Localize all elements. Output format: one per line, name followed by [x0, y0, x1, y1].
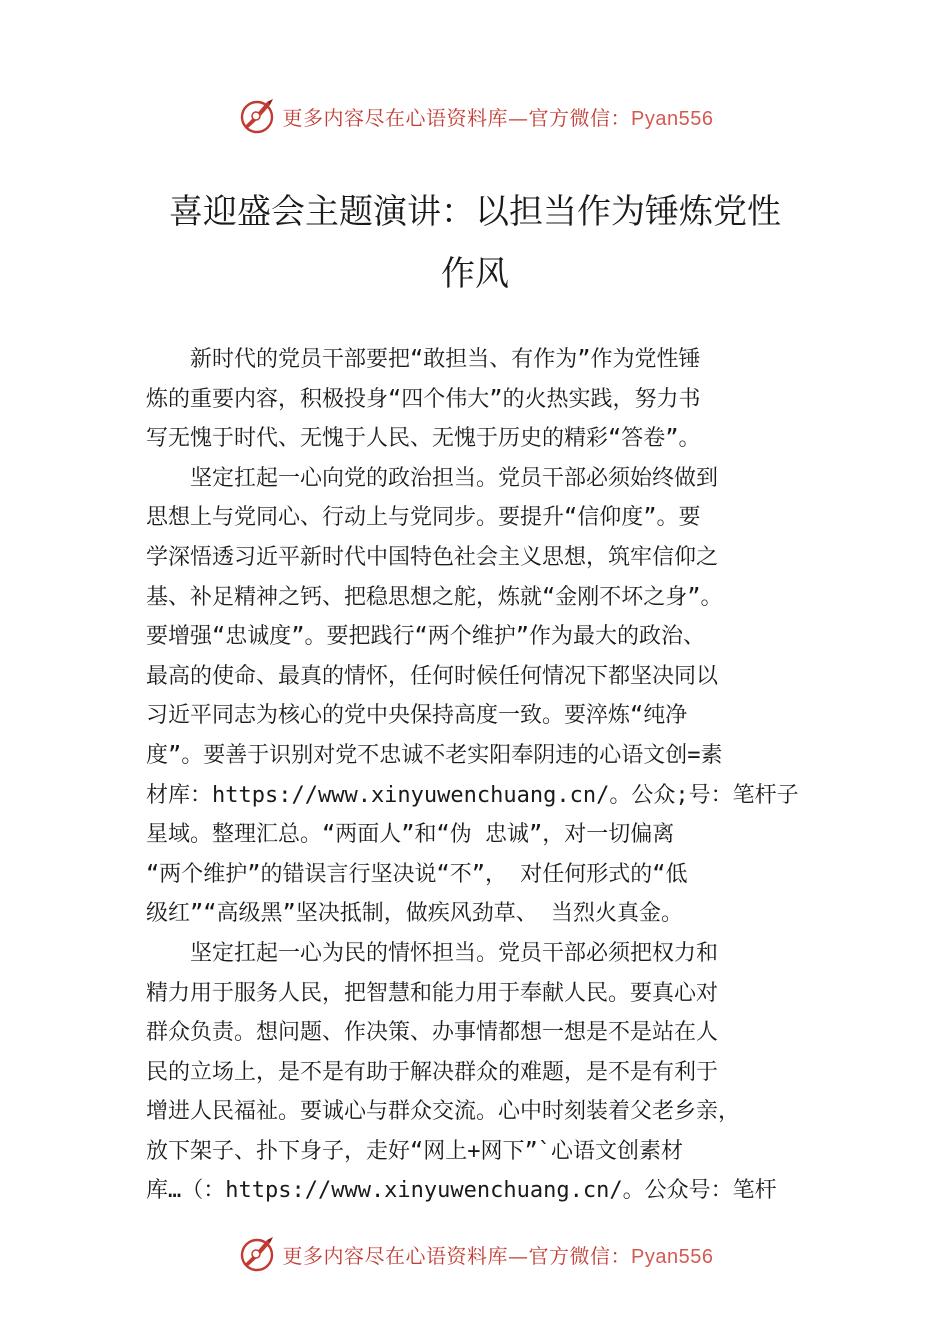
body-line: 思想上与党同心、行动上与党同步。要提升“信仰度”。要 [146, 505, 701, 531]
body-line: 民的立场上，是不是有助于解决群众的难题，是不是有利于 [146, 1059, 719, 1085]
banner-wechat-label: 官方微信 [528, 105, 611, 130]
body-line: 最高的使命、最真的情怀，任何时候任何情况下都坚决同以 [146, 663, 719, 689]
pen-logo-icon [237, 1234, 277, 1274]
banner-account: Pyan556 [631, 107, 714, 130]
banner-colon: ： [610, 1243, 632, 1268]
body-line: 放下架子、扑下身子，走好“网上+网下”`心语文创素材 [146, 1138, 683, 1164]
body-line: 基、补足精神之钙、把稳思想之舵，炼就“金刚不坏之身”。 [146, 584, 723, 610]
document-title-line-2: 作风 [441, 254, 509, 294]
body-line: 坚定扛起一心为民的情怀担当。党员干部必须把权力和 [146, 940, 719, 966]
banner-text [283, 1240, 714, 1269]
document-title-line-1: 喜迎盛会主题演讲：以担当作为锤炼党性 [169, 192, 781, 232]
document-body [146, 340, 846, 1211]
body-line: 炼的重要内容，积极投身“四个伟大”的火热实践，努力书 [146, 386, 701, 412]
body-line: 新时代的党员干部要把“敢担当、有作为”作为党性锤 [146, 347, 701, 372]
body-line: 习近平同志为核心的党中央保持高度一致。要淬炼“纯净 [146, 703, 688, 729]
body-line: “两个维护”的错误言行坚决说“不”， 对任何形式的“低 [146, 861, 688, 887]
body-line: 增进人民福祉。要诚心与群众交流。心中时刻装着父老乡亲， [146, 1099, 741, 1125]
body-line: 精力用于服务人民，把智慧和能力用于奉献人民。要真心对 [146, 980, 719, 1006]
body-line: 坚定扛起一心向党的政治担当。党员干部必须始终做到 [146, 465, 719, 491]
body-line-link: 库…（：https://www.xinyuwenchuang.cn/。公众号：笔杆 [146, 1178, 777, 1204]
footer-banner [0, 1232, 950, 1276]
banner-main-text: 更多内容尽在心语资料库 [282, 105, 509, 130]
body-line: 要增强“忠诚度”。要把践行“两个维护”作为最大的政治、 [146, 624, 705, 650]
banner-text [283, 102, 714, 131]
body-line: 级红”“高级黑”坚决抵制，做疾风劲草、 当烈火真金。 [146, 901, 683, 927]
banner-separator: — [508, 1243, 529, 1268]
body-line: 写无愧于时代、无愧于人民、无愧于历史的精彩“答卷”。 [146, 426, 701, 452]
body-line: 群众负责。想问题、作决策、办事情都想一想是不是站在人 [146, 1020, 719, 1046]
banner-separator: — [508, 105, 529, 130]
body-line: 度”。要善于识别对党不忠诚不老实阳奉阴违的心语文创=素 [146, 742, 723, 768]
banner-main-text: 更多内容尽在心语资料库 [282, 1243, 509, 1268]
body-line: 星域。整理汇总。“两面人”和“伪 忠诚”，对一切偏离 [146, 822, 675, 848]
pen-logo-icon [237, 96, 277, 136]
banner-wechat-label: 官方微信 [528, 1243, 611, 1268]
banner-account: Pyan556 [631, 1245, 714, 1268]
header-banner [0, 94, 950, 138]
banner-colon: ： [610, 105, 632, 130]
body-line: 学深悟透习近平新时代中国特色社会主义思想，筑牢信仰之 [146, 544, 719, 570]
body-line-link: 材库：https://www.xinyuwenchuang.cn/。公众;号：笔杆子 [146, 782, 799, 808]
